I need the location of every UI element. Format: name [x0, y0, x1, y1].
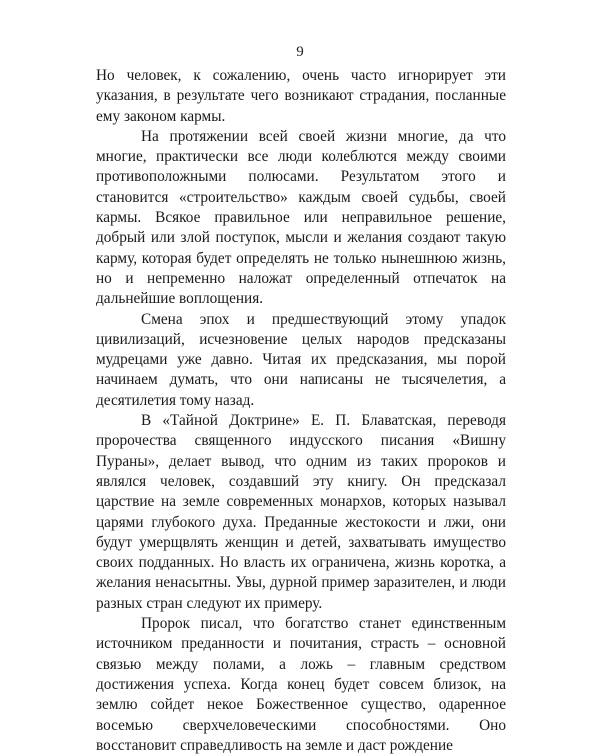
- paragraph-1: Но человек, к сожалению, очень часто игнорирует эти указания, в результате чего возникают страдания, посланные ему законом кармы.: [96, 67, 506, 125]
- page-number: 9: [296, 44, 304, 60]
- paragraph-4: В «Тайной Доктрине» Е. П. Блаватская, переводя пророчества священного индусского писания «Вишну Пураны», делает вывод, что одним из таких пророков и являлся человек, создавший эту книгу. Он предсказал царствие на земле современных монархов, которых называл царями глубокого духа. Преданные жестокости и лжи, они будут умерщвлять женщин и детей, захватывать имущество своих подданных. Но власть их ограничена, жизнь коротка, а желания ненасытны. Увы, дурной пример заразителен, и люди разных стран следуют их примеру.: [96, 412, 506, 612]
- body-text: [96, 66, 506, 756]
- paragraph-2: На протяжении всей своей жизни многие, да что многие, практически все люди колеблются между своими противоположными полюсами. Результатом этого и становится «строительство» каждым своей судьбы, своей кармы. Всякое правильное или неправильное решение, добрый или злой поступок, мысли и желания создают такую карму, которая будет определять не только нынешнюю жизнь, но и непременно наложат определенный отпечаток на дальнейшие воплощения.: [96, 127, 506, 308]
- paragraph-3: Смена эпох и предшествующий этому упадок цивилизаций, исчезновение целых народов предсказаны мудрецами уже давно. Читая их предсказания, мы порой начинаем думать, что они написаны не тысячелетия, а десятилетия тому назад.: [96, 310, 506, 409]
- paragraph-5: Пророк писал, что богатство станет единственным источником преданности и почитания, страсть – основной связью между полами, а ложь – главным средством достижения успеха. Когда конец будет совсем близок, на землю сойдет некое Божественное существо, одаренное восемью сверхчеловеческими способностями. Оно восстановит справедливость на земле и даст рождение: [96, 615, 506, 754]
